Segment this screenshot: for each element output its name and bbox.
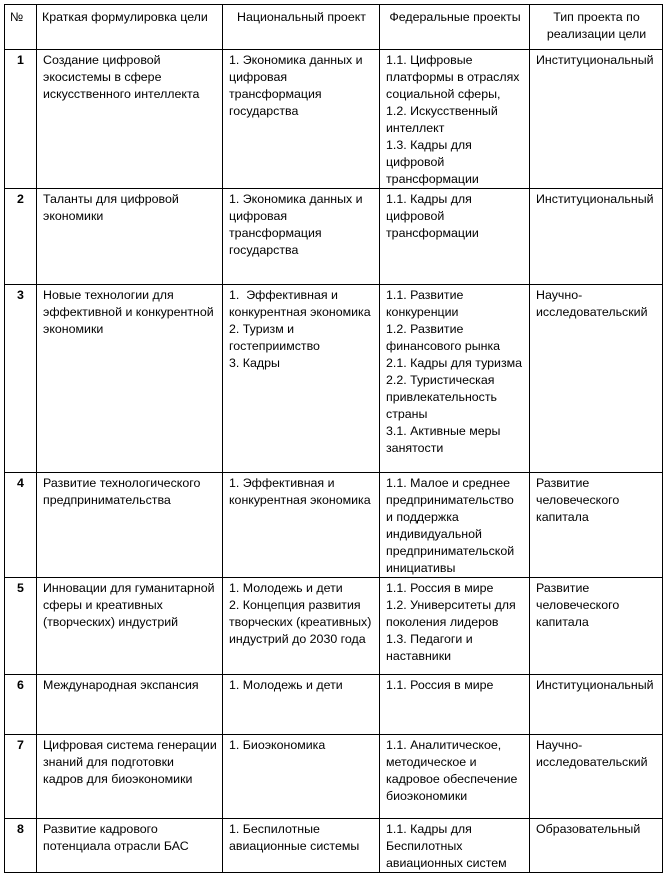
table-row bbox=[5, 285, 663, 473]
row-number: 1 bbox=[5, 50, 37, 189]
federal-project-item: 1.1. Кадры для Беспилотных авиационных систем bbox=[386, 822, 507, 870]
row-number: 4 bbox=[5, 473, 37, 578]
federal-project-item: 2.1. Кадры для туризма bbox=[386, 356, 523, 370]
national-project-cell bbox=[223, 285, 380, 473]
goal-cell: Международная экспансия bbox=[37, 675, 223, 735]
national-project-cell bbox=[223, 578, 380, 675]
project-type-cell: Образовательный bbox=[530, 819, 663, 873]
national-project-cell bbox=[223, 50, 380, 189]
table-row bbox=[5, 675, 663, 735]
national-project-item: 1. Экономика данных и цифровая трансформация государства bbox=[229, 53, 367, 118]
federal-project-item: 1.1. Развитие конкуренции bbox=[386, 288, 467, 319]
federal-project-item: 1.2. Развитие финансового рынка bbox=[386, 322, 501, 353]
goal-cell: Инновации для гуманитарной сферы и креативных (творческих) индустрий bbox=[37, 578, 223, 675]
header-project-type: Тип проекта по реализации цели bbox=[530, 5, 663, 50]
project-type-cell: Институциональный bbox=[530, 50, 663, 189]
header-number: № bbox=[5, 5, 37, 50]
goal-cell: Цифровая система генерации знаний для подготовки кадров для биоэкономики bbox=[37, 735, 223, 819]
goal-cell: Развитие технологического предпринимательства bbox=[37, 473, 223, 578]
row-number: 5 bbox=[5, 578, 37, 675]
goals-table bbox=[4, 4, 663, 873]
federal-projects-cell bbox=[380, 285, 530, 473]
project-type-cell: Институциональный bbox=[530, 675, 663, 735]
goal-cell: Создание цифровой экосистемы в сфере искусственного интеллекта bbox=[37, 50, 223, 189]
table-row bbox=[5, 578, 663, 675]
federal-projects-cell bbox=[380, 473, 530, 578]
federal-projects-cell bbox=[380, 819, 530, 873]
national-project-cell bbox=[223, 819, 380, 873]
project-type-cell: Научно-исследовательский bbox=[530, 285, 663, 473]
federal-project-item: 1.1. Малое и среднее предпринимательство и поддержка индивидуальной предпринимательской инициативы bbox=[386, 476, 518, 575]
goal-cell: Таланты для цифровой экономики bbox=[37, 189, 223, 285]
row-number: 8 bbox=[5, 819, 37, 873]
national-project-cell bbox=[223, 189, 380, 285]
project-type-cell: Институциональный bbox=[530, 189, 663, 285]
federal-project-item: 1.3. Кадры для цифровой трансформации bbox=[386, 138, 479, 186]
federal-project-item: 1.1. Россия в мире bbox=[386, 678, 494, 692]
header-national-project: Национальный проект bbox=[223, 5, 380, 50]
national-project-item: 1. Биоэкономика bbox=[229, 738, 326, 752]
national-project-cell bbox=[223, 473, 380, 578]
row-number: 3 bbox=[5, 285, 37, 473]
header-goal: Краткая формулировка цели bbox=[37, 5, 223, 50]
row-number: 2 bbox=[5, 189, 37, 285]
federal-project-item: 1.2. Искусственный интеллект bbox=[386, 104, 502, 135]
federal-project-item: 1.1. Россия в мире bbox=[386, 581, 494, 595]
federal-projects-cell bbox=[380, 189, 530, 285]
national-project-item: 1. Молодежь и дети bbox=[229, 581, 343, 595]
row-number: 7 bbox=[5, 735, 37, 819]
federal-projects-cell bbox=[380, 50, 530, 189]
national-project-item: 3. Кадры bbox=[229, 356, 280, 370]
national-project-item: 2. Концепция развития творческих (креативных) индустрий до 2030 года bbox=[229, 598, 375, 646]
project-type-cell: Развитие человеческого капитала bbox=[530, 473, 663, 578]
national-project-item: 1. Экономика данных и цифровая трансформация государства bbox=[229, 192, 367, 257]
national-project-item: 1. Эффективная и конкурентная экономика bbox=[229, 288, 371, 319]
header-federal-projects: Федеральные проекты bbox=[380, 5, 530, 50]
federal-project-item: 1.2. Университеты для поколения лидеров bbox=[386, 598, 520, 629]
federal-project-item: 1.1. Кадры для цифровой трансформации bbox=[386, 192, 479, 240]
project-type-cell: Научно-исследовательский bbox=[530, 735, 663, 819]
federal-projects-cell bbox=[380, 578, 530, 675]
federal-project-item: 1.3. Педагоги и наставники bbox=[386, 632, 477, 663]
goal-cell: Новые технологии для эффективной и конкурентной экономики bbox=[37, 285, 223, 473]
national-project-item: 2. Туризм и гостеприимство bbox=[229, 322, 320, 353]
table-row bbox=[5, 735, 663, 819]
federal-projects-cell bbox=[380, 675, 530, 735]
federal-project-item: 2.2. Туристическая привлекательность страны bbox=[386, 373, 501, 421]
table-row bbox=[5, 473, 663, 578]
national-project-cell bbox=[223, 735, 380, 819]
table-row bbox=[5, 189, 663, 285]
project-type-cell: Развитие человеческого капитала bbox=[530, 578, 663, 675]
table-header-row bbox=[5, 5, 663, 50]
national-project-item: 1. Беспилотные авиационные системы bbox=[229, 822, 360, 853]
federal-projects-cell bbox=[380, 735, 530, 819]
federal-project-item: 1.1. Аналитическое, методическое и кадровое обеспечение биоэкономики bbox=[386, 738, 521, 803]
national-project-item: 1. Молодежь и дети bbox=[229, 678, 343, 692]
table-row bbox=[5, 819, 663, 873]
table-row bbox=[5, 50, 663, 189]
goals-table-wrapper bbox=[4, 4, 663, 873]
goal-cell: Развитие кадрового потенциала отрасли БАС bbox=[37, 819, 223, 873]
federal-project-item: 1.1. Цифровые платформы в отраслях социальной сферы, bbox=[386, 53, 523, 101]
national-project-item: 1. Эффективная и конкурентная экономика bbox=[229, 476, 371, 507]
federal-project-item: 3.1. Активные меры занятости bbox=[386, 424, 504, 455]
row-number: 6 bbox=[5, 675, 37, 735]
national-project-cell bbox=[223, 675, 380, 735]
